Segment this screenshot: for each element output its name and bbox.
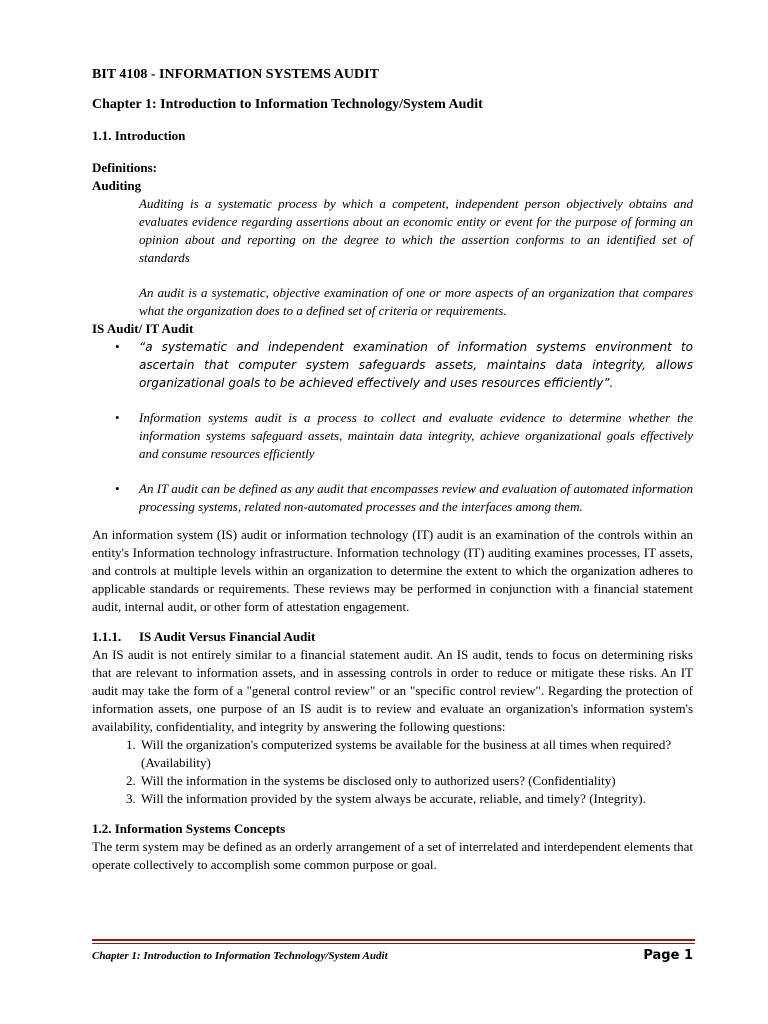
- page-number: Page 1: [643, 948, 693, 963]
- bullet-icon: •: [115, 481, 120, 496]
- bullet-text: “a systematic and independent examination of information systems environment to ascertain that computer system safeguards assets, maintains data integrity, allows organizational goals to be achieved effectively and uses resources efficiently”.: [139, 340, 693, 390]
- page-content: [92, 66, 693, 874]
- is-audit-label: IS Audit/ IT Audit: [92, 321, 194, 336]
- footer-rule-thin: [92, 943, 695, 944]
- auditing-label: Auditing: [92, 178, 142, 193]
- list-item: 2. Will the information in the systems be disclosed only to authorized users? (Confidentiality): [139, 772, 693, 790]
- subsection-number: 1.1.1.: [92, 629, 122, 644]
- subsection-title: IS Audit Versus Financial Audit: [139, 629, 316, 644]
- footer-chapter: Chapter 1: Introduction to Information Technology/System Audit: [92, 950, 388, 962]
- is-audit-bullet-list: [115, 338, 693, 516]
- list-item: 1. Will the organization's computerized systems be available for the business at all times when required? (Availability): [139, 736, 693, 772]
- versus-paragraph: An IS audit is not entirely similar to a financial statement audit. An IS audit, tends to focus on determining risks that are relevant to information assets, and in assessing controls in order to reduce or mitigate these risks. An IT audit may take the form of a "general control review" or an "specific control review". Regarding the protection of information assets, one purpose of an IS audit is to review and evaluate an organization's information system's availability, confidentiality, and integrity by answering the following questions:: [92, 647, 693, 734]
- is-audit-paragraph: An information system (IS) audit or information technology (IT) audit is an examination of the controls within an entity's Information technology infrastructure. Information technology (IT) auditing examines processes, IT assets, and controls at multiple levels within an organization to determine the extent to which the organization adheres to applicable standards or requirements. These reviews may be performed in conjunction with a financial statement audit, internal audit, or other form of attestation engagement.: [92, 527, 693, 614]
- subsection-heading: [92, 628, 693, 646]
- bullet-icon: •: [115, 339, 120, 354]
- questions-list: [92, 736, 693, 808]
- bullet-text: Information systems audit is a process to collect and evaluate evidence to determine whether the information systems safeguard assets, maintain data integrity, achieve organizational goals effectively and consume resources efficiently: [139, 410, 693, 461]
- document-title: BIT 4108 - INFORMATION SYSTEMS AUDIT: [92, 67, 379, 82]
- section-heading-introduction: 1.1. Introduction: [92, 128, 186, 143]
- concepts-paragraph: The term system may be defined as an orderly arrangement of a set of interrelated and interdependent elements that operate collectively to accomplish some common purpose or goal.: [92, 839, 693, 872]
- list-item: [115, 409, 693, 463]
- auditing-definition-1: Auditing is a systematic process by which a competent, independent person objectively obtains and evaluates evidence regarding assertions about an economic entity or event for the purpose of forming an opinion about and reporting on the degree to which the assertion conforms to an identified set of standards: [139, 196, 693, 265]
- list-item: [115, 338, 693, 392]
- list-item: 3. Will the information provided by the system always be accurate, reliable, and timely? (Integrity).: [139, 790, 693, 808]
- spacer: [92, 267, 693, 284]
- footer-rule: [92, 939, 695, 941]
- list-item: [115, 480, 693, 516]
- chapter-heading: Chapter 1: Introduction to Information Technology/System Audit: [92, 97, 483, 112]
- bullet-text: An IT audit can be defined as any audit that encompasses review and evaluation of automated information processing systems, related non-automated processes and the interfaces among them.: [139, 481, 693, 514]
- definitions-label: Definitions:: [92, 160, 157, 175]
- bullet-icon: •: [115, 410, 120, 425]
- auditing-definition-2: An audit is a systematic, objective examination of one or more aspects of an organization that compares what the organization does to a defined set of criteria or requirements.: [139, 285, 693, 318]
- section-heading-concepts: 1.2. Information Systems Concepts: [92, 821, 286, 836]
